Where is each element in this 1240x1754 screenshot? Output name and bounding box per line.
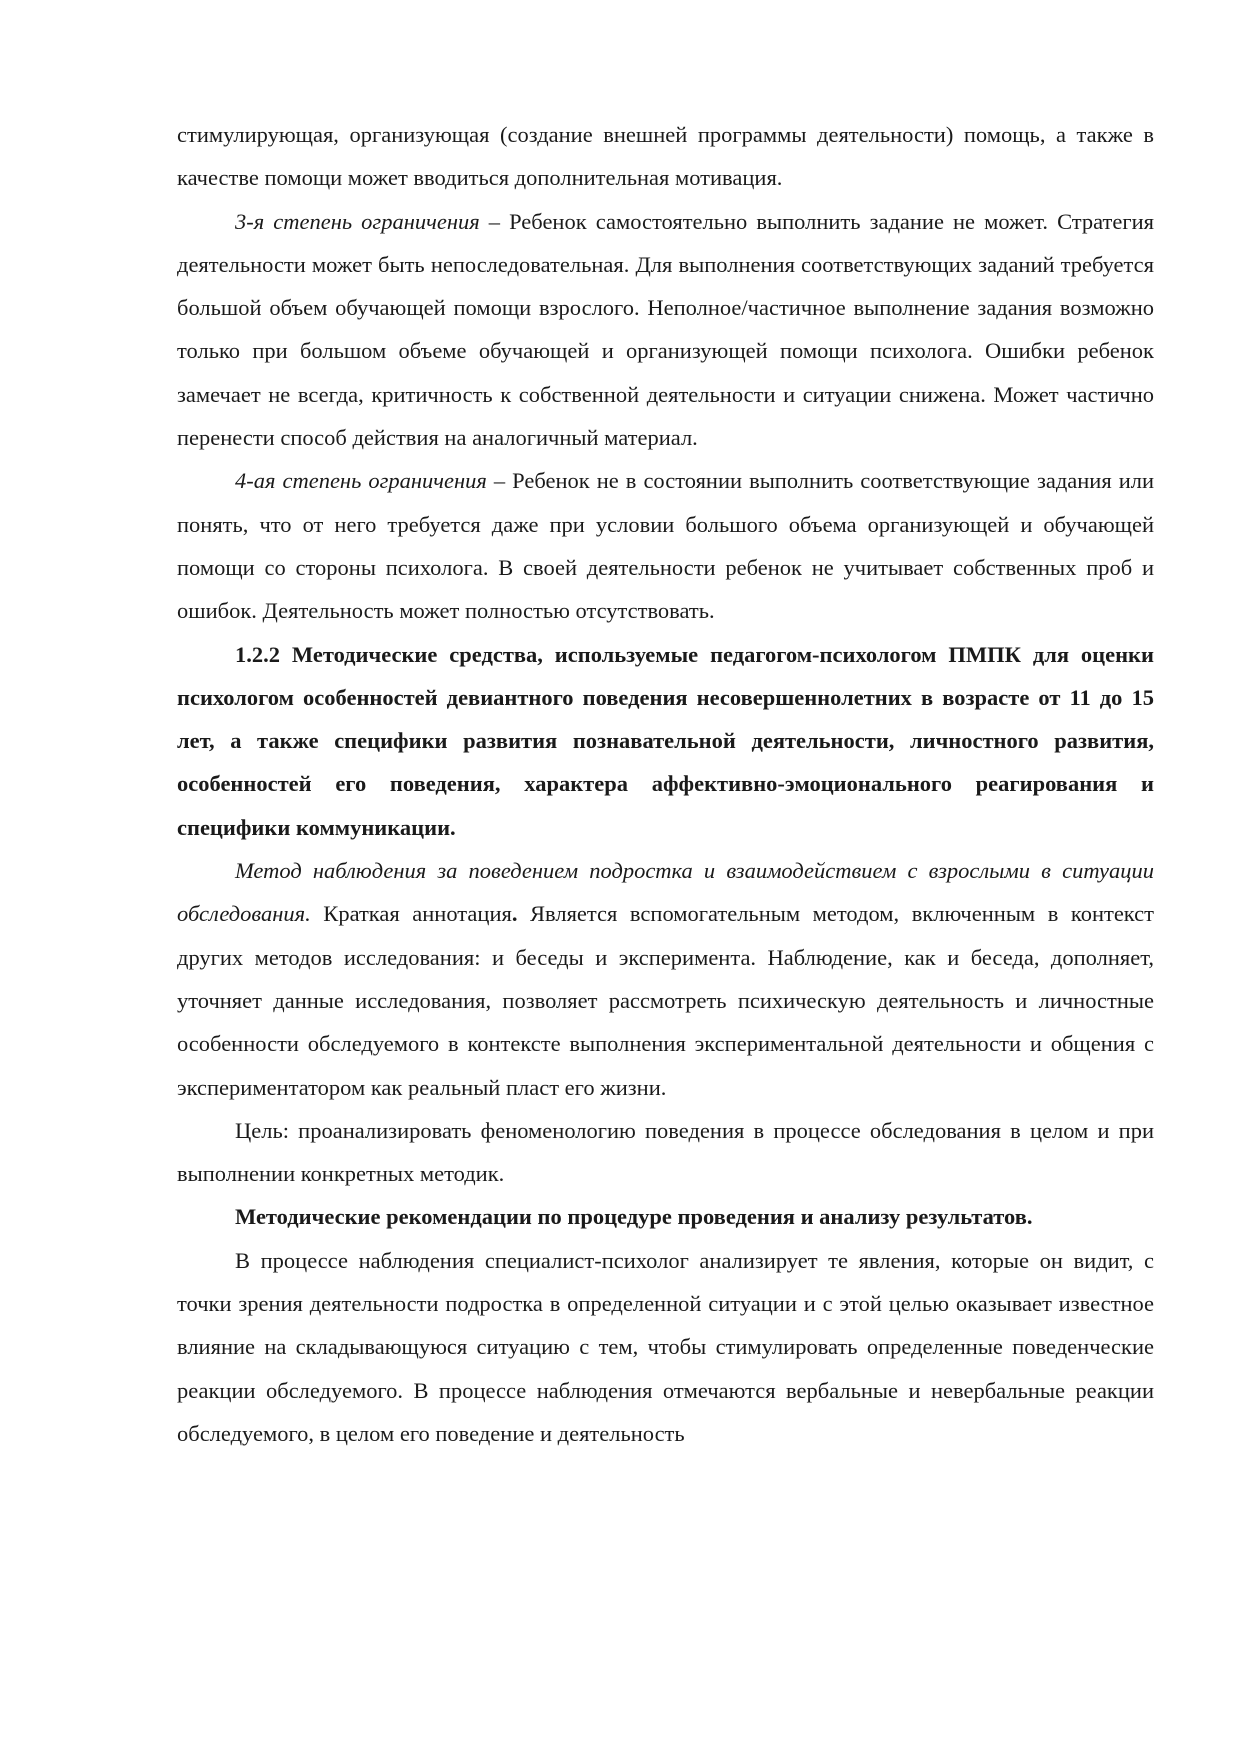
annotation-label: Краткая аннотация	[310, 901, 512, 927]
term-degree-4: 4-ая степень ограничения	[235, 468, 487, 494]
paragraph-degree-4	[177, 459, 1154, 632]
paragraph-text: Является вспомогательным методом, включенным в контекст других методов исследования: и беседы и эксперимента. Наблюдение, как и беседа, дополняет, уточняет данные исследования, позволяет рассмотреть психическую деятельность и личностные особенности обследуемого в контексте выполнения экспериментальной деятельности и общения с экспериментатором как реальный пласт его жизни.	[177, 901, 1155, 1100]
paragraph-text: – Ребенок самостоятельно выполнить задание не может. Стратегия деятельности может быть непоследовательная. Для выполнения соответствующих заданий требуется большой объем обучающей помощи взрослого. Неполное/частичное выполнение задания возможно только при большом объеме обучающей и организующей помощи психолога. Ошибки ребенок замечает не всегда, критичность к собственной деятельности и ситуации снижена. Может частично перенести способ действия на аналогичный материал.	[177, 208, 1154, 451]
annotation-dot: .	[511, 901, 518, 927]
section-heading: 1.2.2 Методические средства, используемые педагогом-психологом ПМПК для оценки психологом особенностей девиантного поведения несовершеннолетних в возрасте от 11 до 15 лет, а также специфики развития познавательной деятельности, личностного развития, особенностей его поведения, характера аффективно-эмоционального реагирования и специфики коммуникации.	[177, 641, 1154, 840]
method-title: Метод наблюдения за поведением подростка и взаимодействием с взрослыми в ситуации обследования.	[177, 858, 1154, 927]
paragraph-method	[177, 849, 1154, 1109]
term-degree-3: 3-я степень ограничения	[235, 208, 480, 234]
paragraph-continuation	[177, 113, 1154, 200]
paragraph-goal: Цель: проанализировать феноменологию поведения в процессе обследования в целом и при выполнении конкретных методик.	[177, 1117, 1154, 1187]
paragraph-degree-3	[177, 200, 1154, 460]
page-content	[177, 113, 1154, 1455]
paragraph-text: – Ребенок не в состоянии выполнить соответствующие задания или понять, что от него требуется даже при условии большого объема организующей и обучающей помощи со стороны психолога. В своей деятельности ребенок не учитывает собственных проб и ошибок. Деятельность может полностью отсутствовать.	[177, 468, 1155, 624]
paragraph-text: стимулирующая, организующая (создание внешней программы деятельности) помощь, а также в качестве помощи может вводиться дополнительная мотивация.	[177, 122, 1154, 191]
paragraph-observation: В процессе наблюдения специалист-психолог анализирует те явления, которые он видит, с точки зрения деятельности подростка в определенной ситуации и с этой целью оказывает известное влияние на складывающуюся ситуацию с тем, чтобы стимулировать определенные поведенческие реакции обследуемого. В процессе наблюдения отмечаются вербальные и невербальные реакции обследуемого, в целом его поведение и деятельность	[177, 1247, 1154, 1446]
subsection-heading: Методические рекомендации по процедуре проведения и анализу результатов.	[235, 1204, 1033, 1230]
